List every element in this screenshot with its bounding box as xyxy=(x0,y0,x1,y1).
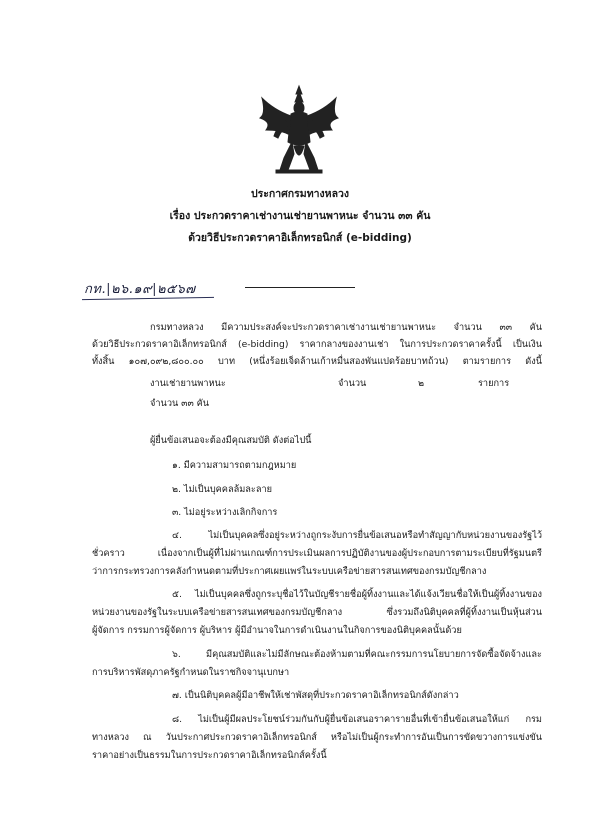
garuda-emblem-icon xyxy=(258,84,340,176)
item-unit: รายการ xyxy=(478,378,510,389)
handwritten-reference-number: กท.|๒๖.๑๙|๒๕๖๗ xyxy=(84,282,196,297)
announcement-method: ด้วยวิธีประกวดราคาอิเล็กทรอนิกส์ (e-bidding) xyxy=(188,232,412,244)
item-sub-quantity: จำนวน ๓๓ คัน xyxy=(150,398,210,409)
qualification-6-line-2: การบริหารพัสดุภาครัฐกำหนดในราชกิจจานุเบกษา xyxy=(92,667,290,678)
title-divider xyxy=(245,287,355,288)
qualification-8-line-2: ทางหลวง ณ วันประกาศประกวดราคาอิเล็กทรอนิกส์ หรือไม่เป็นผู้กระทำการอันเป็นการขัดขวางการแข่งขัน xyxy=(92,732,542,743)
qualification-5-line-1: ๕. ไม่เป็นบุคคลซึ่งถูกระบุชื่อไว้ในบัญชีรายชื่อผู้ทิ้งงานและได้แจ้งเวียนชื่อให้เป็นผู้ทิ้งงานของ xyxy=(172,589,542,600)
item-qty-label: จำนวน xyxy=(338,378,367,389)
intro-line-2: ด้วยวิธีประกวดราคาอิเล็กทรอนิกส์ (e-bidding) ราคากลางของงานเช่า ในการประกวดราคาครั้งนี้ เป็นเงิน xyxy=(92,339,542,350)
item-qty-value: ๒ xyxy=(418,378,425,389)
announcement-subject: เรื่อง ประกวดราคาเช่างานเช่ายานพาหนะ จำนวน ๓๓ คัน xyxy=(169,210,431,222)
qualification-8-line-1: ๘. ไม่เป็นผู้มีผลประโยชน์ร่วมกันกับผู้ยื่นข้อเสนอราคารายอื่นที่เข้ายื่นข้อเสนอให้แก่ กรม xyxy=(172,714,542,725)
qualification-3: ๓. ไม่อยู่ระหว่างเลิกกิจการ xyxy=(172,507,278,518)
qualification-8-line-3: ราคาอย่างเป็นธรรมในการประกวดราคาอิเล็กทรอนิกส์ครั้งนี้ xyxy=(92,750,327,761)
qualification-5-line-3: ผู้จัดการ กรรมการผู้จัดการ ผู้บริหาร ผู้มีอำนาจในการดำเนินงานในกิจการของนิติบุคคลนั้นด้วย xyxy=(92,625,462,636)
qualification-4-line-3: ว่าการกระทรวงการคลังกำหนดตามที่ประกาศเผยแพร่ในระบบเครือข่ายสารสนเทศของกรมบัญชีกลาง xyxy=(92,566,487,577)
qualifications-title: ผู้ยื่นข้อเสนอจะต้องมีคุณสมบัติ ดังต่อไปนี้ xyxy=(150,435,312,446)
qualification-4-line-1: ๔. ไม่เป็นบุคคลซึ่งอยู่ระหว่างถูกระงับการยื่นข้อเสนอหรือทำสัญญากับหน่วยงานของรัฐไว้ xyxy=(172,530,542,541)
qualification-2: ๒. ไม่เป็นบุคคลล้มละลาย xyxy=(172,484,273,495)
qualification-5-line-2: หน่วยงานของรัฐในระบบเครือข่ายสารสนเทศของกรมบัญชีกลาง ซึ่งรวมถึงนิติบุคคลที่ผู้ทิ้งงานเป็นหุ้นส่วน xyxy=(92,607,542,618)
qualification-6-line-1: ๖. มีคุณสมบัติและไม่มีลักษณะต้องห้ามตามที่คณะกรรมการนโยบายการจัดซื้อจัดจ้างและ xyxy=(172,649,542,660)
announcement-title: ประกาศกรมทางหลวง xyxy=(250,188,350,200)
intro-line-3: ทั้งสิ้น ๑๐๗,๐๙๒,๘๐๐.๐๐ บาท (หนึ่งร้อยเจ็ดล้านเก้าหมื่นสองพันแปดร้อยบาทถ้วน) ตามรายการ ดังนี้ xyxy=(92,356,542,367)
intro-line-1: กรมทางหลวง มีความประสงค์จะประกวดราคาเช่างานเช่ายานพาหนะ จำนวน ๓๓ คัน xyxy=(150,322,542,333)
item-name: งานเช่ายานพาหนะ xyxy=(150,378,226,389)
qualification-1: ๑. มีความสามารถตามกฎหมาย xyxy=(172,460,297,471)
qualification-7: ๗. เป็นนิติบุคคลผู้มีอาชีพให้เช่าพัสดุที่ประกวดราคาอิเล็กทรอนิกส์ดังกล่าว xyxy=(172,690,459,701)
qualification-4-line-2: ชั่วคราว เนื่องจากเป็นผู้ที่ไม่ผ่านเกณฑ์การประเมินผลการปฏิบัติงานของผู้ประกอบการตามระเบียบที่รัฐมนตรี xyxy=(92,548,542,559)
